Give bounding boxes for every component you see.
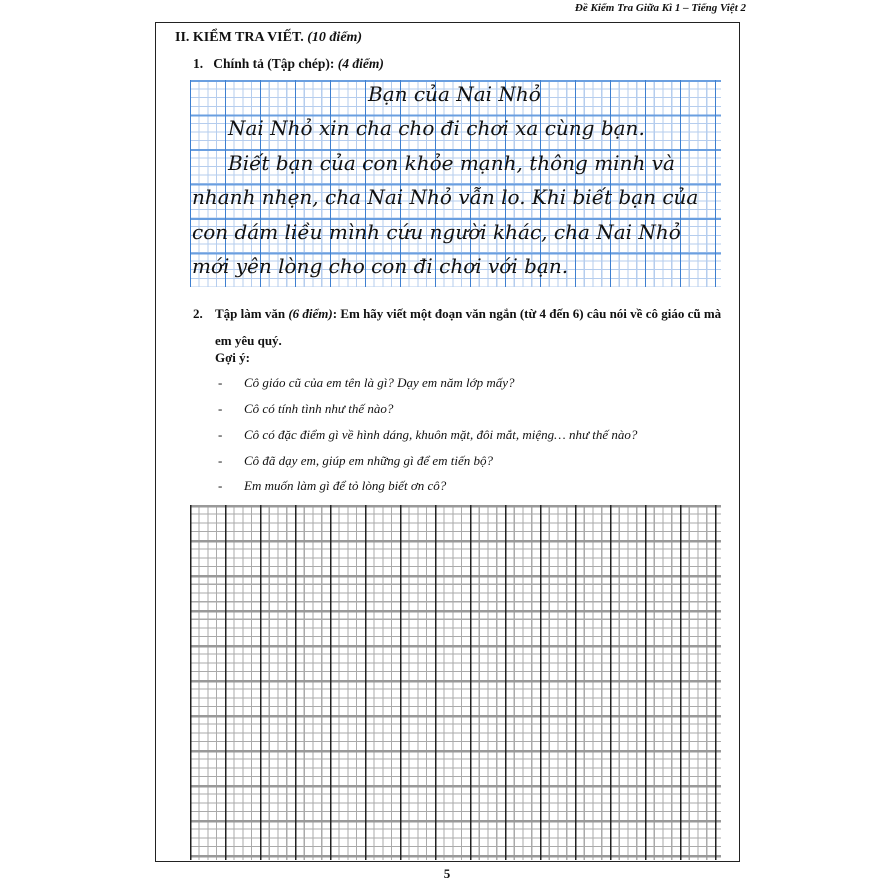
hint-item: - Cô giáo cũ của em tên là gì? Dạy em năm lớp mấy?: [218, 375, 515, 390]
hint-label: Gợi ý:: [215, 350, 251, 365]
q1-title-text: Chính tả (Tập chép):: [213, 56, 335, 71]
handwriting-line: con dám liều mình cứu người khác, cha Nai Nhỏ: [192, 220, 681, 244]
q2-title: Tập làm văn: [215, 306, 286, 321]
section-points: (10 điểm): [307, 30, 363, 45]
section-title-text: II. KIỂM TRA VIẾT.: [175, 30, 304, 45]
q2-prompt: [193, 300, 723, 354]
q1-points: (4 điểm): [337, 56, 384, 71]
q1-title: [193, 56, 384, 72]
writing-grid: [190, 505, 721, 860]
handwriting-line: Nai Nhỏ xin cha cho đi chơi xa cùng bạn.: [228, 116, 645, 140]
hint-text: Cô có tính tình như thế nào?: [244, 401, 394, 416]
hint-text: Cô đã dạy em, giúp em những gì để em tiến bộ?: [244, 453, 493, 468]
hint-text: Em muốn làm gì để tỏ lòng biết ơn cô?: [244, 478, 447, 493]
handwriting-grid: [190, 80, 721, 287]
section-title: [175, 30, 362, 46]
hint-item: - Cô đã dạy em, giúp em những gì để em tiến bộ?: [218, 453, 493, 468]
hint-text: Cô có đặc điểm gì về hình dáng, khuôn mặt, đôi mắt, miệng… như thế nào?: [244, 427, 638, 442]
page-header: Đề Kiểm Tra Giữa Kì 1 – Tiếng Việt 2: [574, 2, 746, 14]
handwriting-title: Bạn của Nai Nhỏ: [368, 82, 541, 106]
q2-prompt-text: : Em hãy viết một đoạn văn ngắn (từ 4 đến 6) câu nói về cô giáo cũ mà em yêu quý.: [215, 306, 722, 348]
q2-points: (6 điểm): [288, 306, 333, 321]
q2-num: 2.: [193, 306, 203, 321]
handwriting-line: nhanh nhẹn, cha Nai Nhỏ vẫn lo. Khi biết bạn của: [192, 185, 699, 209]
handwriting-line: mới yên lòng cho con đi chơi với bạn.: [192, 254, 569, 278]
hint-item: - Cô có đặc điểm gì về hình dáng, khuôn mặt, đôi mắt, miệng… như thế nào?: [218, 427, 638, 442]
hint-item: - Em muốn làm gì để tỏ lòng biết ơn cô?: [218, 478, 447, 493]
q1-num: 1.: [193, 56, 204, 71]
hint-text: Cô giáo cũ của em tên là gì? Dạy em năm lớp mấy?: [244, 375, 515, 390]
page-number: 5: [443, 866, 451, 881]
hint-item: - Cô có tính tình như thế nào?: [218, 401, 394, 416]
handwriting-line: Biết bạn của con khỏe mạnh, thông minh và: [228, 151, 675, 175]
